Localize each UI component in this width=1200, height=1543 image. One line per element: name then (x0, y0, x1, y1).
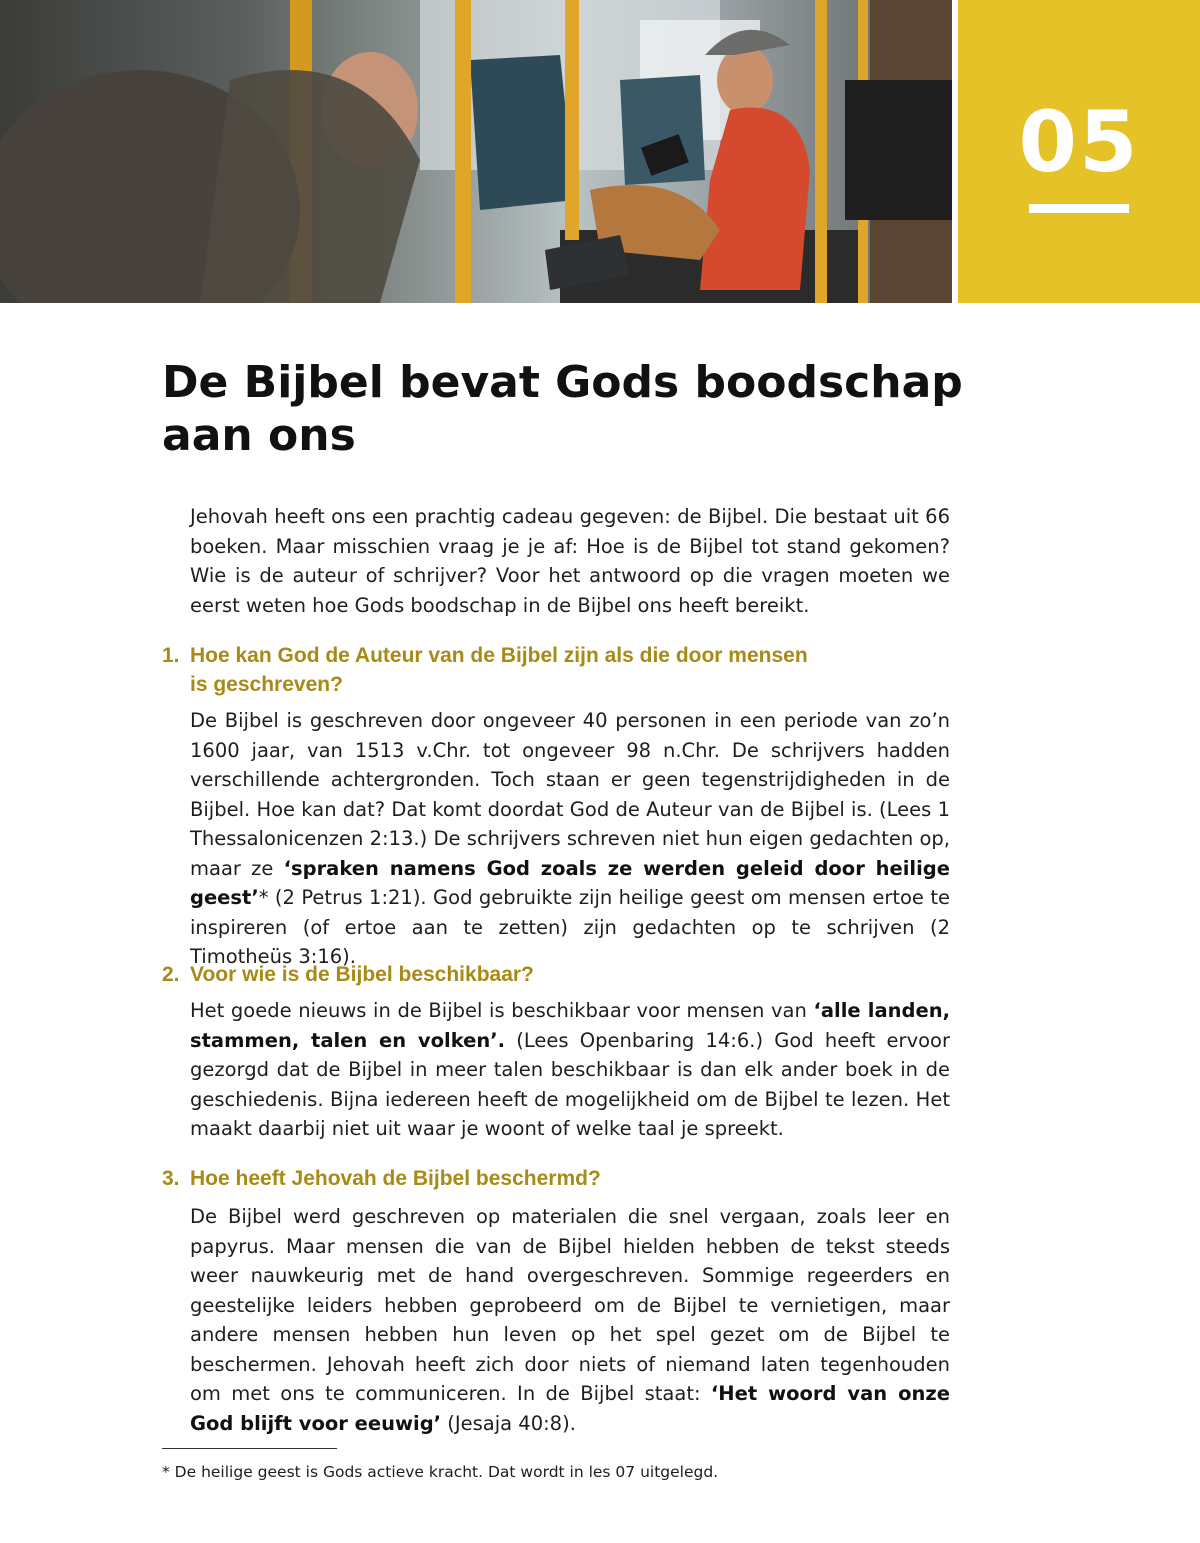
question-number: 2. (162, 963, 180, 986)
answer-1 (190, 706, 950, 972)
title-line-1: De Bijbel bevat Gods boodschap (162, 357, 963, 408)
bus-scene-illustration (0, 0, 952, 303)
answer-text: De Bijbel werd geschreven op materialen die snel vergaan, zoals leer en papyrus. Maar mensen die van de Bijbel hielden hebben de tekst steeds weer nauwkeurig met de hand overgeschreven. Sommige regeerders en geestelijke leiders hebben geprobeerd om de Bijbel te vernietigen, maar andere mensen hebben hun leven op het spel gezet om de Bijbel te beschermen. Jehovah heeft zich door niets of niemand laten tegenhouden om met ons te communiceren. In de Bijbel staat: (190, 1205, 950, 1405)
footnote-marker: * (258, 886, 269, 909)
answer-quote: ‘alle landen, stammen, talen en volken’. (190, 999, 950, 1052)
answer-quote: ‘spraken namens God zoals ze werden geleid door heilige geest’ (190, 856, 950, 909)
chapter-underline (1029, 204, 1129, 213)
intro-paragraph: Jehovah heeft ons een prachtig cadeau gegeven: de Bijbel. Die bestaat uit 66 boeken. Maar misschien vraag je je af: Hoe is de Bijbel tot stand gekomen? Wie is de auteur of schrijver? Voor het antwoord op die vragen moeten we eerst weten hoe Gods boodschap in de Bijbel ons heeft bereikt. (190, 505, 950, 617)
answer-quote: ‘Het woord van onze God blijft voor eeuwig’ (190, 1382, 950, 1435)
hero-photo (0, 0, 952, 303)
chapter-badge (958, 0, 1200, 303)
question-number: 3. (162, 1167, 180, 1190)
question-2 (162, 960, 952, 989)
answer-3 (190, 1202, 950, 1438)
answer-2 (190, 996, 950, 1144)
answer-text: (2 Petrus 1:21). God gebruikte zijn heilige geest om mensen ertoe te inspireren (of ertoe aan te zetten) zijn gedachten op te schrijven (2 Timotheüs 3:16). (190, 886, 950, 968)
answer-text: De Bijbel is geschreven door ongeveer 40 personen in een periode van zo’n 1600 jaar, van 1513 v.Chr. tot ongeveer 98 n.Chr. De schrijvers hadden verschillende achtergronden. Toch staan er geen tegenstrijdigheden in de Bijbel. Hoe kan dat? Dat komt doordat God de Auteur van de Bijbel is. (Lees 1 Thessalonicenzen 2:13.) De schrijvers schreven niet hun eigen gedachten op, maar ze (190, 709, 950, 880)
page-title (162, 356, 982, 462)
answer-text: (Jesaja 40:8). (441, 1411, 576, 1435)
footnote-divider (162, 1448, 337, 1449)
answer-text: Het goede nieuws in de Bijbel is beschikbaar voor mensen van (190, 999, 814, 1022)
chapter-number: 05 (1018, 93, 1140, 191)
footnote: * De heilige geest is Gods actieve kracht. Dat wordt in les 07 uitgelegd. (162, 1463, 719, 1481)
answer-text: (Lees Openbaring 14:6.) God heeft ervoor gezorgd dat de Bijbel in meer talen beschikbaar is dan elk ander boek in de geschiedenis. Bijna iedereen heeft de mogelijkheid om de Bijbel te lezen. Het maakt daarbij niet uit waar je woont of welke taal je spreekt. (190, 1028, 950, 1140)
title-line-2: aan ons (162, 410, 356, 461)
question-text-line-2: is geschreven? (190, 673, 343, 696)
question-text-line-1: Hoe heeft Jehovah de Bijbel beschermd? (190, 1167, 601, 1190)
question-1 (162, 641, 952, 699)
question-3 (162, 1164, 952, 1193)
question-text-line-1: Voor wie is de Bijbel beschikbaar? (190, 963, 534, 986)
question-text-line-1: Hoe kan God de Auteur van de Bijbel zijn als die door mensen (190, 644, 808, 667)
question-number: 1. (162, 644, 180, 667)
